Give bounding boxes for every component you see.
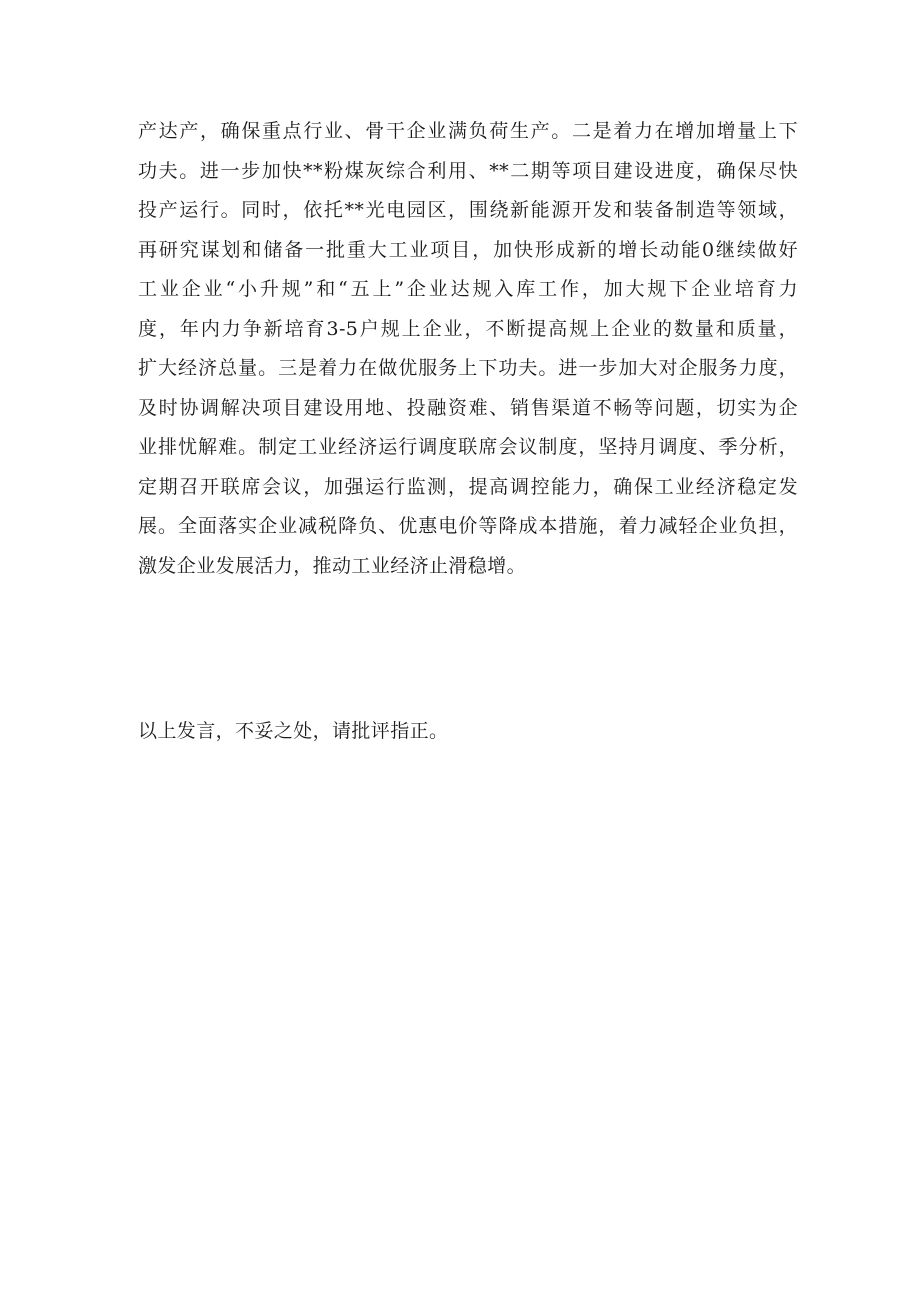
paragraph-line-5: 工业企业“小升规”和“五上”企业达规入库工作，加大规下企业培育力 — [138, 278, 798, 300]
paragraph-line-6: 度，年内力争新培育3-5户规上企业，不断提高规上企业的数量和质量， — [138, 317, 798, 340]
paragraph-line-4: 再研究谋划和储备一批重大工业项目，加快形成新的增长动能0继续做好 — [138, 238, 798, 261]
paragraph-line-7: 扩大经济总量。三是着力在做优服务上下功夫。进一步加大对企服务力度， — [138, 357, 798, 379]
body-paragraph — [138, 112, 798, 586]
paragraph-line-3: 投产运行。同时，依托**光电园区，围绕新能源开发和装备制造等领域， — [138, 199, 798, 221]
paragraph-line-8: 及时协调解决项目建设用地、投融资难、销售渠道不畅等问题，切实为企 — [138, 396, 798, 419]
paragraph-line-2: 功夫。进一步加快**粉煤灰综合利用、**二期等项目建设进度，确保尽快 — [138, 159, 798, 182]
paragraph-line-12: 激发企业发展活力，推动工业经济止滑稳增。 — [138, 554, 527, 577]
closing-remark: 以上发言，不妥之处，请批评指正。 — [138, 720, 449, 742]
paragraph-line-9: 业排忧解难。制定工业经济运行调度联席会议制度，坚持月调度、季分析， — [138, 436, 798, 458]
paragraph-line-11: 展。全面落实企业减税降负、优惠电价等降成本措施，着力减轻企业负担， — [138, 515, 798, 537]
paragraph-line-10: 定期召开联席会议，加强运行监测，提高调控能力，确保工业经济稳定发 — [138, 475, 798, 498]
paragraph-line-1: 产达产，确保重点行业、骨干企业满负荷生产。二是着力在增加增量上下 — [138, 120, 798, 142]
